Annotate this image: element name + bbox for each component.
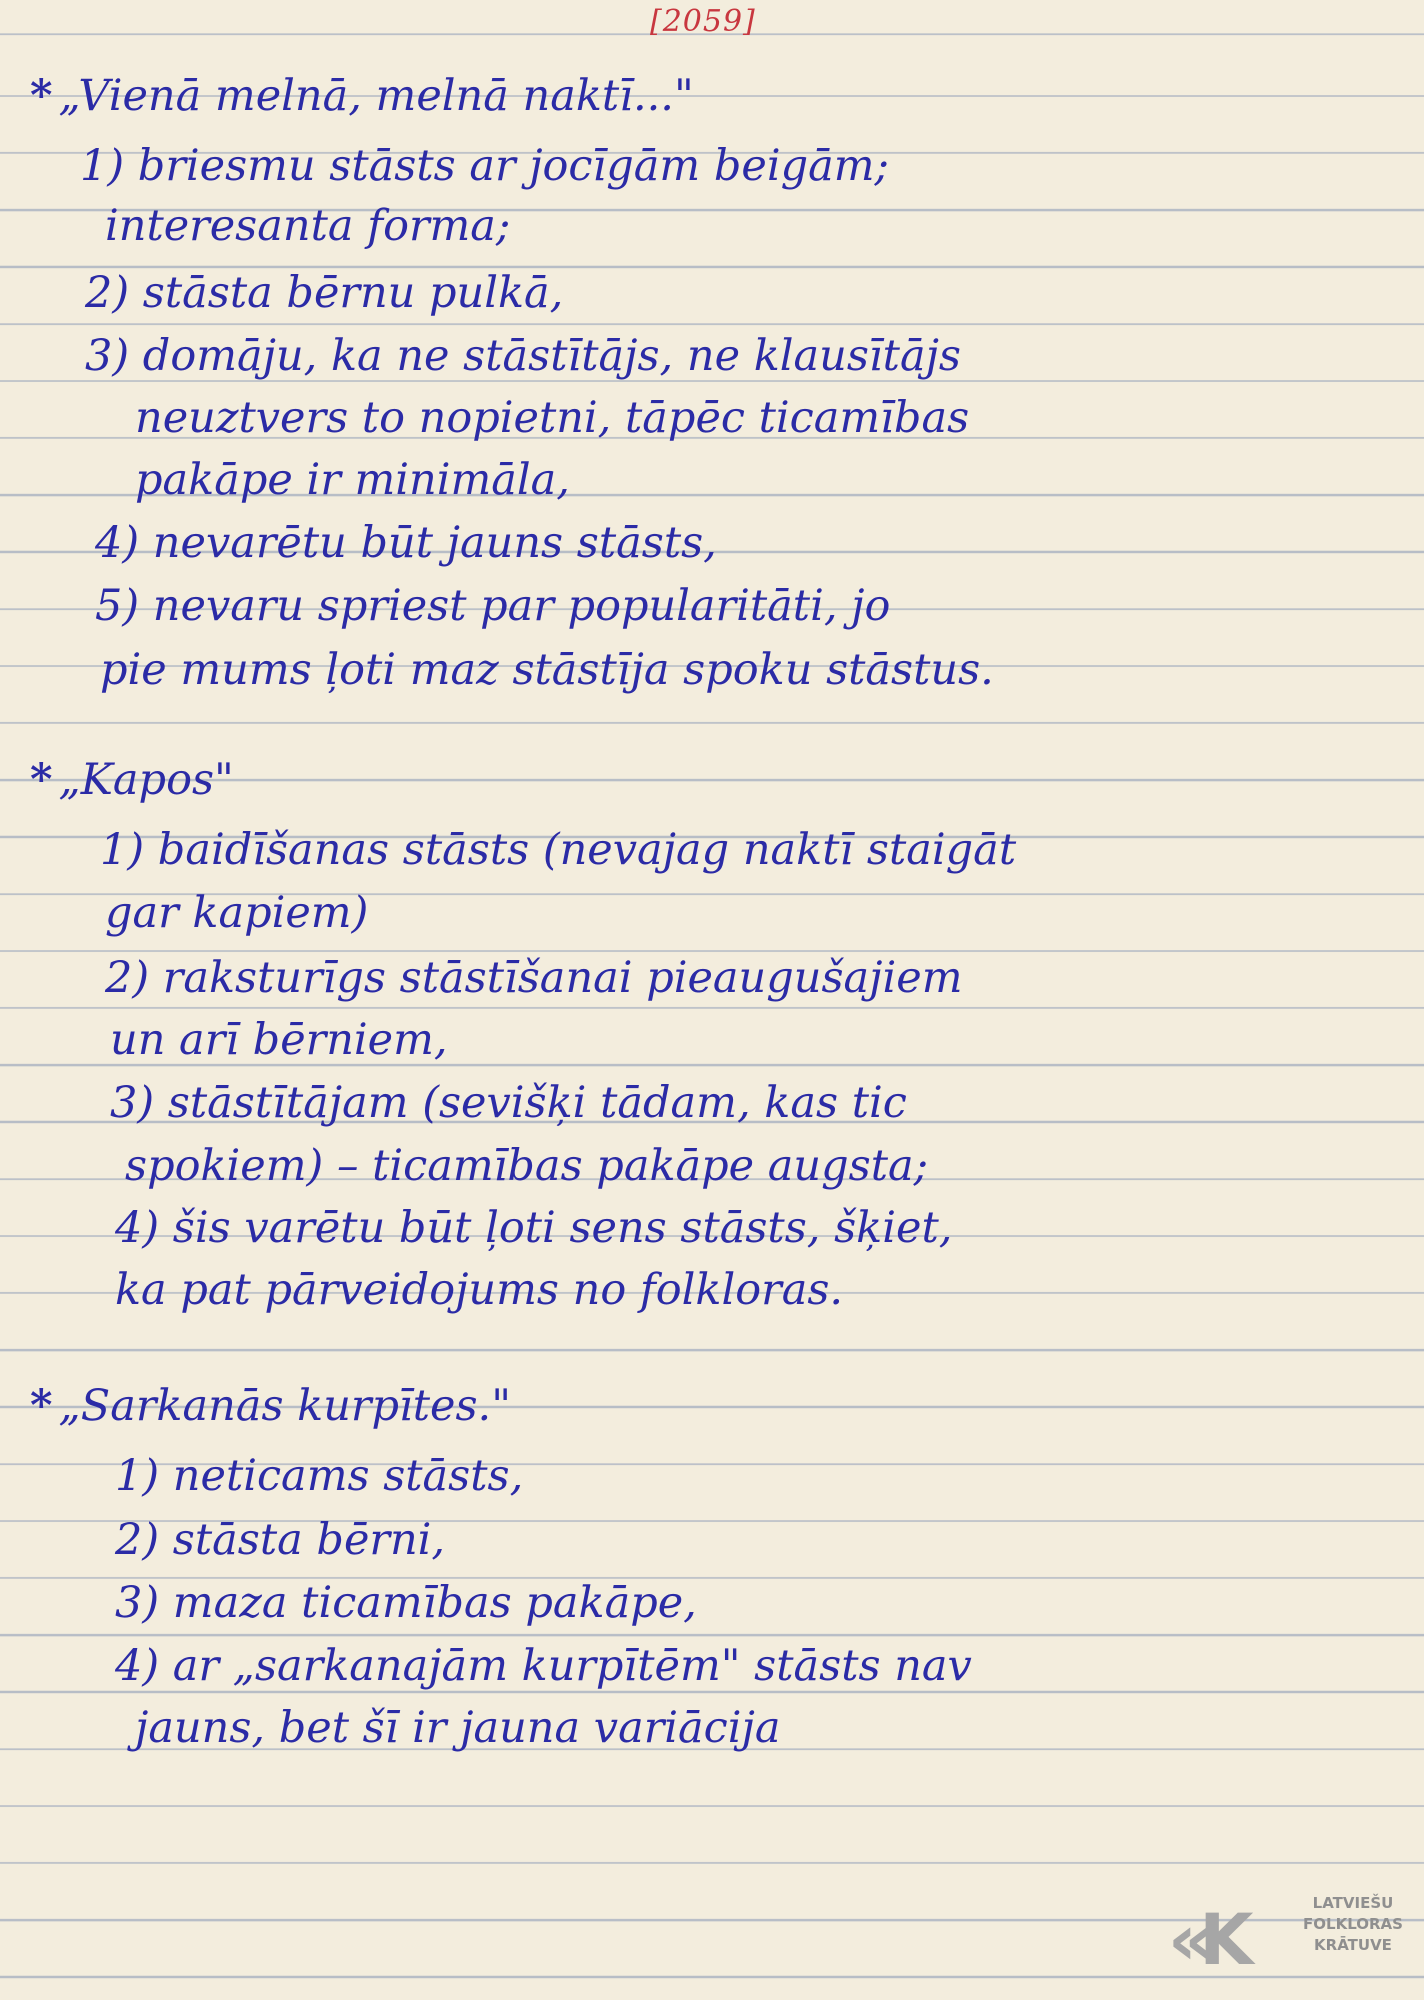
logo-text [1288,1893,1418,1956]
note-line: 2) stāsta bērnu pulkā, [85,268,564,318]
logo-line: LATVIEŠU [1312,1894,1394,1912]
note-line: neuztvers to nopietni, tāpēc ticamības [135,393,970,443]
asterisk-marker: * [30,755,53,805]
archive-logo [1168,1883,1418,1993]
note-line: 3) stāstītājam (sevišķi tādam, kas tic [110,1078,907,1128]
note-line: 3) maza ticamības pakāpe, [115,1578,697,1628]
note-line: spokiem) – ticamības pakāpe augsta; [125,1141,929,1191]
note-line: jauns, bet šī ir jauna variācija [135,1703,781,1753]
asterisk-marker: * [30,71,53,121]
note-line: gar kapiem) [105,888,369,938]
note-line: 4) nevarētu būt jauns stāsts, [95,518,717,568]
note-line: 1) neticams stāsts, [115,1451,524,1501]
note-line: 5) nevaru spriest par popularitāti, jo [95,581,891,631]
note-line: 3) domāju, ka ne stāstītājs, ne klausītājs [85,331,961,381]
section-title: „Sarkanās kurpītes." [58,1381,512,1431]
section-heading [30,1378,511,1435]
note-line: 4) ar „sarkanajām kurpītēm" stāsts nav [115,1641,972,1691]
section-heading [30,752,234,809]
note-line: 2) raksturīgs stāstīšanai pieaugušajiem [105,953,963,1003]
note-line: 4) šis varētu būt ļoti sens stāsts, šķiet, [115,1203,953,1253]
note-line: interesanta forma; [105,201,511,251]
note-line: pie mums ļoti maz stāstīja spoku stāstus. [100,645,994,695]
note-line: pakāpe ir minimāla, [135,455,570,505]
note-line: un arī bērniem, [110,1015,448,1065]
note-line: ka pat pārveidojums no folkloras. [115,1265,844,1315]
logo-line: FOLKLORAS [1303,1915,1403,1933]
logo-mark-icon: «K [1168,1899,1240,1981]
asterisk-marker: * [30,1381,53,1431]
section-heading [30,68,694,125]
logo-line: KRĀTUVE [1314,1936,1392,1954]
note-line: 1) baidīšanas stāsts (nevajag naktī staigāt [100,825,1017,875]
archive-number: [2059] [650,4,756,39]
note-line: 1) briesmu stāsts ar jocīgām beigām; [80,141,890,191]
section-title: „Vienā melnā, melnā naktī..." [58,71,694,121]
note-line: 2) stāsta bērni, [115,1515,446,1565]
section-title: „Kapos" [58,755,234,805]
